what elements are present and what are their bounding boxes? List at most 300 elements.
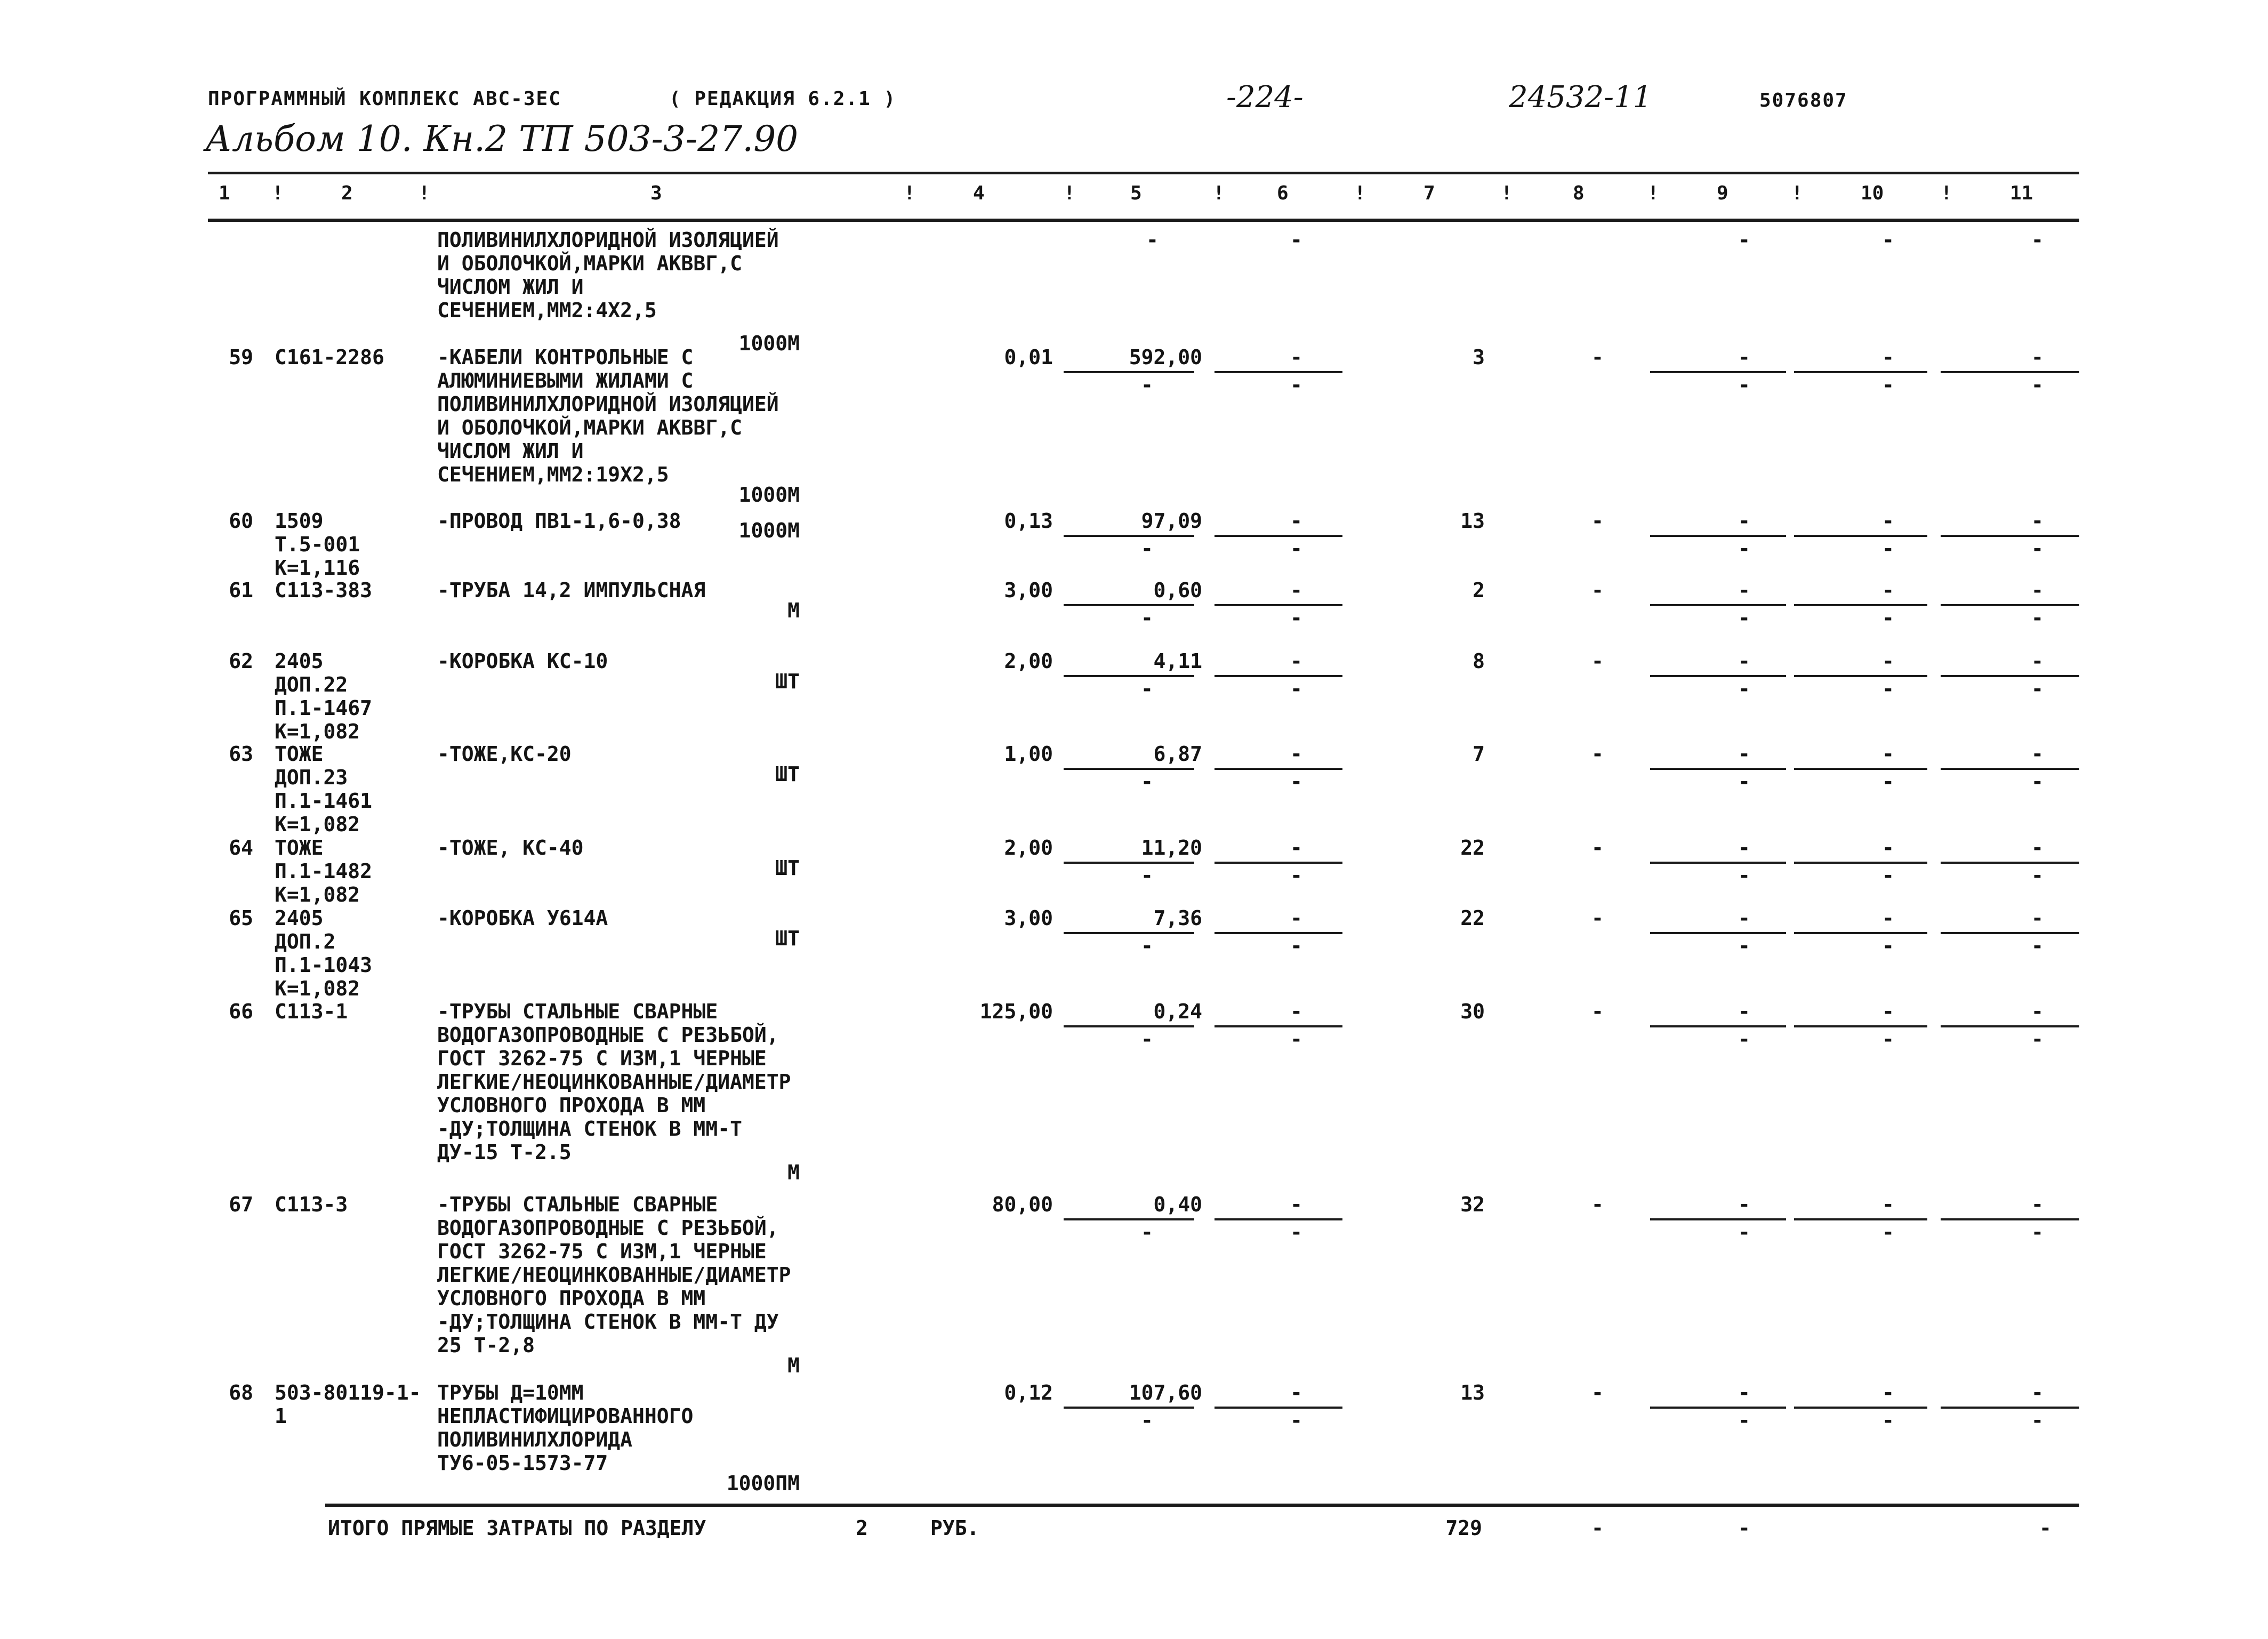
row-code-line: Т.5-001 [275,533,360,556]
row-dash-col9: - [1738,1193,1750,1216]
row-code-line: С113-1 [275,1000,348,1023]
row-dash2-col6: - [1290,373,1302,397]
footer-currency: РУБ. [930,1516,979,1540]
row-description-line: -ТРУБЫ СТАЛЬНЫЕ СВАРНЫЕ [437,1000,718,1023]
row-code-line: К=1,082 [275,977,360,1000]
row-dash-col8: - [1591,509,1604,533]
row-quantity: 2,00 [1004,836,1053,859]
row-dash2-col11: - [2031,606,2044,630]
serial-number: 5076807 [1759,90,1848,111]
row-description-line: ТРУБЫ Д=10ММ [437,1381,584,1404]
row-underline [1650,535,1786,537]
row-underline [1941,1407,2079,1409]
row-dash-col11: - [2031,836,2044,859]
row-underline [1941,1025,2079,1027]
row-price: 7,36 [1153,906,1202,930]
row-code-line: ДОП.22 [275,673,348,696]
row-underline [1794,1407,1927,1409]
row-dash2-col11: - [2031,934,2044,958]
row-quantity: 0,12 [1004,1381,1053,1404]
continuation-unit: 1000М [738,332,800,355]
row-underline [1650,932,1786,934]
continuation-dash-col9: - [1738,228,1750,252]
row-description-line: ПОЛИВИНИЛХЛОРИДНОЙ ИЗОЛЯЦИЕЙ [437,392,779,416]
row-description-line: -ТОЖЕ,КС-20 [437,742,572,766]
row-dash2-col10: - [1882,770,1894,793]
row-code-line: К=1,082 [275,720,360,743]
row-dash-col6: - [1290,1381,1302,1404]
continuation-desc-line: ЧИСЛОМ ЖИЛ И [437,275,584,299]
row-dash2-col10: - [1882,373,1894,397]
row-price: 592,00 [1129,346,1202,369]
row-dash2-col5: - [1141,864,1153,887]
row-underline [1215,604,1342,606]
column-header-10: 10 [1861,182,1884,204]
row-dash-col8: - [1591,836,1604,859]
row-underline [1794,932,1927,934]
row-number: 60 [229,509,253,533]
row-dash2-col10: - [1882,934,1894,958]
row-dash2-col5: - [1141,677,1153,701]
page-number: -224- [1226,80,1304,115]
row-dash-col8: - [1591,346,1604,369]
row-total: 8 [1473,649,1485,673]
row-quantity: 3,00 [1004,579,1053,602]
row-price: 0,60 [1153,579,1202,602]
column-header-6: 6 [1277,182,1289,204]
row-underline [1941,675,2079,677]
row-dash-col11: - [2031,579,2044,602]
program-edition: ( РЕДАКЦИЯ 6.2.1 ) [669,88,897,110]
continuation-desc-line: ПОЛИВИНИЛХЛОРИДНОЙ ИЗОЛЯЦИЕЙ [437,228,779,252]
row-description-line: -КАБЕЛИ КОНТРОЛЬНЫЕ С [437,346,694,369]
row-code-line: П.1-1467 [275,696,373,720]
row-price: 107,60 [1129,1381,1202,1404]
footer-total: 729 [1445,1516,1482,1540]
row-code-line: С161-2286 [275,346,384,369]
row-underline [1064,371,1194,373]
row-underline [1794,371,1927,373]
row-dash2-col5: - [1141,1409,1153,1432]
row-dash-col10: - [1882,906,1894,930]
row-dash-col9: - [1738,836,1750,859]
column-separator: ! [272,182,284,204]
row-underline [1064,1218,1194,1220]
row-description-line: -ТРУБА 14,2 ИМПУЛЬСНАЯ [437,579,706,602]
row-total: 3 [1473,346,1485,369]
row-description-line: ЛЕГКИЕ/НЕОЦИНКОВАННЫЕ/ДИАМЕТР [437,1070,791,1094]
row-code-line: К=1,082 [275,883,360,906]
row-code-line: П.1-1043 [275,953,373,977]
row-dash-col11: - [2031,906,2044,930]
row-dash-col6: - [1290,509,1302,533]
row-underline [1215,675,1342,677]
row-underline [1650,1218,1786,1220]
row-dash-col8: - [1591,1193,1604,1216]
row-dash2-col6: - [1290,606,1302,630]
row-underline [1794,862,1927,864]
column-separator: ! [904,182,915,204]
row-underline [1941,932,2079,934]
row-number: 62 [229,649,253,673]
row-underline [1941,371,2079,373]
row-dash2-col6: - [1290,677,1302,701]
row-total: 7 [1473,742,1485,766]
row-underline [1650,604,1786,606]
row-dash-col10: - [1882,1381,1894,1404]
row-code-line: К=1,082 [275,813,360,836]
row-total: 2 [1473,579,1485,602]
row-code-line: 1509 [275,509,324,533]
row-price: 0,40 [1153,1193,1202,1216]
row-underline [1941,535,2079,537]
column-separator: ! [1647,182,1659,204]
row-number: 66 [229,1000,253,1023]
row-dash-col6: - [1290,1193,1302,1216]
row-total: 22 [1460,906,1485,930]
row-description-line: ГОСТ 3262-75 С ИЗМ,1 ЧЕРНЫЕ [437,1240,767,1263]
row-code-line: ДОП.23 [275,766,348,789]
continuation-dash-col5: - [1146,228,1159,252]
row-dash2-col11: - [2031,864,2044,887]
row-dash-col10: - [1882,579,1894,602]
row-number: 63 [229,742,253,766]
column-separator: ! [1354,182,1366,204]
row-dash2-col6: - [1290,864,1302,887]
row-code-line: С113-3 [275,1193,348,1216]
row-dash2-col11: - [2031,1409,2044,1432]
row-dash2-col10: - [1882,1220,1894,1244]
row-dash-col10: - [1882,509,1894,533]
row-dash2-col6: - [1290,1409,1302,1432]
row-total: 22 [1460,836,1485,859]
row-unit: М [787,1354,800,1377]
row-code-line: 503-80119-1- [275,1381,421,1404]
row-unit: ШТ [775,670,800,693]
row-number: 59 [229,346,253,369]
row-dash2-col11: - [2031,1027,2044,1051]
footer-label: ИТОГО ПРЯМЫЕ ЗАТРАТЫ ПО РАЗДЕЛУ [328,1516,706,1540]
row-dash-col11: - [2031,346,2044,369]
row-dash-col9: - [1738,906,1750,930]
row-dash-col11: - [2031,649,2044,673]
row-description-line: НЕПЛАСТИФИЦИРОВАННОГО [437,1404,694,1428]
row-underline [1215,862,1342,864]
row-dash-col6: - [1290,906,1302,930]
row-total: 30 [1460,1000,1485,1023]
column-header-4: 4 [973,182,985,204]
row-dash-col11: - [2031,509,2044,533]
row-underline [1794,1025,1927,1027]
row-number: 65 [229,906,253,930]
row-price: 0,24 [1153,1000,1202,1023]
row-dash2-col6: - [1290,770,1302,793]
row-underline [1064,932,1194,934]
row-dash-col8: - [1591,649,1604,673]
program-title: ПРОГРАММНЫЙ КОМПЛЕКС АВС-ЗЕС [208,88,561,110]
column-separator: ! [1064,182,1075,204]
footer-rule [325,1504,2079,1507]
row-dash-col11: - [2031,1381,2044,1404]
row-quantity: 0,13 [1004,509,1053,533]
row-dash2-col6: - [1290,1220,1302,1244]
row-description-line: -ТРУБЫ СТАЛЬНЫЕ СВАРНЫЕ [437,1193,718,1216]
row-underline [1215,535,1342,537]
row-price: 6,87 [1153,742,1202,766]
row-dash2-col11: - [2031,770,2044,793]
row-underline [1941,862,2079,864]
row-dash2-col10: - [1882,1409,1894,1432]
row-dash-col9: - [1738,1381,1750,1404]
row-description-line: СЕЧЕНИЕМ,ММ2:19Х2,5 [437,463,669,486]
row-underline [1064,675,1194,677]
row-unit: М [787,1161,800,1184]
row-code-line: 2405 [275,649,324,673]
row-unit: ШТ [775,927,800,950]
row-underline [1794,604,1927,606]
row-dash-col8: - [1591,742,1604,766]
row-description-line: УСЛОВНОГО ПРОХОДА В ММ [437,1094,706,1117]
row-dash2-col5: - [1141,606,1153,630]
column-header-9: 9 [1717,182,1728,204]
column-header-5: 5 [1130,182,1142,204]
row-dash-col6: - [1290,1000,1302,1023]
row-underline [1650,371,1786,373]
row-dash2-col5: - [1141,1220,1153,1244]
row-total: 13 [1460,1381,1485,1404]
continuation-dash-col6: - [1290,228,1302,252]
row-description-line: -КОРОБКА У614А [437,906,608,930]
footer-dash-col11: - [2039,1516,2052,1540]
row-description-line: 25 Т-2,8 [437,1333,535,1357]
row-dash2-col5: - [1141,373,1153,397]
row-dash-col8: - [1591,1000,1604,1023]
row-underline [1794,1218,1927,1220]
row-dash-col11: - [2031,1000,2044,1023]
row-description-line: АЛЮМИНИЕВЫМИ ЖИЛАМИ С [437,369,694,392]
row-code-line: ТОЖЕ [275,742,324,766]
row-dash2-col10: - [1882,864,1894,887]
row-dash2-col11: - [2031,677,2044,701]
row-underline [1064,768,1194,770]
row-number: 61 [229,579,253,602]
row-underline [1215,1218,1342,1220]
row-description-line: -ПРОВОД ПВ1-1,6-0,38 [437,509,681,533]
row-dash-col6: - [1290,742,1302,766]
row-underline [1650,1407,1786,1409]
row-dash-col9: - [1738,742,1750,766]
continuation-desc-line: СЕЧЕНИЕМ,ММ2:4Х2,5 [437,299,657,322]
row-price: 11,20 [1141,836,1202,859]
row-underline [1215,932,1342,934]
row-description-line: ЛЕГКИЕ/НЕОЦИНКОВАННЫЕ/ДИАМЕТР [437,1263,791,1287]
column-separator: ! [1213,182,1225,204]
row-dash-col10: - [1882,1000,1894,1023]
header-bottom-rule [208,219,2079,222]
row-quantity: 3,00 [1004,906,1053,930]
row-dash2-col6: - [1290,537,1302,560]
row-description-line: ПОЛИВИНИЛХЛОРИДА [437,1428,633,1451]
row-underline [1794,768,1927,770]
row-dash2-col9: - [1738,1027,1750,1051]
row-dash-col6: - [1290,836,1302,859]
row-dash-col10: - [1882,836,1894,859]
column-header-8: 8 [1573,182,1585,204]
row-dash2-col5: - [1141,770,1153,793]
row-dash2-col9: - [1738,373,1750,397]
column-header-2: 2 [341,182,353,204]
row-underline [1215,768,1342,770]
row-dash-col8: - [1591,579,1604,602]
row-underline [1794,535,1927,537]
row-unit: ШТ [775,762,800,786]
row-description-line: ВОДОГАЗОПРОВОДНЫЕ С РЕЗЬБОЙ, [437,1023,779,1047]
row-dash-col9: - [1738,509,1750,533]
row-dash-col8: - [1591,906,1604,930]
row-underline [1650,675,1786,677]
row-description-line: -ДУ;ТОЛЩИНА СТЕНОК В ММ-Т [437,1117,742,1140]
row-underline [1064,1025,1194,1027]
row-dash-col9: - [1738,649,1750,673]
row-underline [1064,604,1194,606]
row-description-line: УСЛОВНОГО ПРОХОДА В ММ [437,1287,706,1310]
header-top-rule [208,172,2079,174]
row-number: 64 [229,836,253,859]
row-dash2-col5: - [1141,1027,1153,1051]
row-dash-col11: - [2031,1193,2044,1216]
row-dash2-col6: - [1290,934,1302,958]
row-unit: ШТ [775,856,800,880]
column-separator: ! [1791,182,1803,204]
row-description-line: ГОСТ 3262-75 С ИЗМ,1 ЧЕРНЫЕ [437,1047,767,1070]
row-quantity: 80,00 [992,1193,1053,1216]
row-underline [1941,1218,2079,1220]
continuation-dash-col11: - [2031,228,2044,252]
album-note: Альбом 10. Кн.2 ТП 503-3-27.90 [205,118,799,159]
row-quantity: 125,00 [979,1000,1053,1023]
row-quantity: 2,00 [1004,649,1053,673]
column-separator: ! [1941,182,1952,204]
row-description-line: -ТОЖЕ, КС-40 [437,836,584,859]
row-quantity: 0,01 [1004,346,1053,369]
row-dash-col10: - [1882,346,1894,369]
row-dash2-col9: - [1738,677,1750,701]
column-separator: ! [1501,182,1513,204]
footer-section: 2 [856,1516,868,1540]
row-code-line: 1 [275,1404,287,1428]
row-underline [1650,1025,1786,1027]
row-dash-col10: - [1882,1193,1894,1216]
row-quantity: 1,00 [1004,742,1053,766]
row-dash2-col9: - [1738,1409,1750,1432]
document-code: 24532-11 [1509,80,1652,115]
column-header-3: 3 [650,182,662,204]
row-code-line: С113-383 [275,579,373,602]
row-dash2-col6: - [1290,1027,1302,1051]
row-price: 97,09 [1141,509,1202,533]
row-price: 4,11 [1153,649,1202,673]
row-underline [1215,1407,1342,1409]
row-dash2-col5: - [1141,537,1153,560]
row-dash-col6: - [1290,579,1302,602]
row-unit: М [787,599,800,622]
row-dash-col9: - [1738,1000,1750,1023]
row-underline [1650,768,1786,770]
footer-dash-col9: - [1738,1516,1750,1540]
row-dash2-col9: - [1738,1220,1750,1244]
continuation-dash-col10: - [1882,228,1894,252]
column-header-11: 11 [2010,182,2033,204]
row-dash-col6: - [1290,346,1302,369]
row-dash2-col9: - [1738,934,1750,958]
row-underline [1064,1407,1194,1409]
row-underline [1941,768,2079,770]
row-dash2-col9: - [1738,864,1750,887]
row-code-line: ТОЖЕ [275,836,324,859]
row-code-line: 2405 [275,906,324,930]
row-description-line: ЧИСЛОМ ЖИЛ И [437,439,584,463]
row-dash-col9: - [1738,346,1750,369]
row-total: 13 [1460,509,1485,533]
row-underline [1650,862,1786,864]
row-underline [1794,675,1927,677]
row-description-line: ВОДОГАЗОПРОВОДНЫЕ С РЕЗЬБОЙ, [437,1216,779,1240]
column-header-1: 1 [219,182,230,204]
row-code-line: П.1-1461 [275,789,373,813]
row-number: 67 [229,1193,253,1216]
row-description-line: -КОРОБКА КС-10 [437,649,608,673]
row-dash-col8: - [1591,1381,1604,1404]
row-description-line: ТУ6-05-1573-77 [437,1451,608,1475]
row-dash-col9: - [1738,579,1750,602]
row-dash2-col10: - [1882,1027,1894,1051]
row-underline [1215,371,1342,373]
row-underline [1064,535,1194,537]
row-dash2-col9: - [1738,606,1750,630]
row-dash2-col11: - [2031,537,2044,560]
row-description-line: ДУ-15 Т-2.5 [437,1140,572,1164]
column-separator: ! [419,182,430,204]
row-dash2-col11: - [2031,1220,2044,1244]
column-header-7: 7 [1423,182,1435,204]
row-unit: 1000М [738,483,800,507]
row-dash2-col5: - [1141,934,1153,958]
row-dash2-col10: - [1882,606,1894,630]
row-dash2-col10: - [1882,677,1894,701]
row-code-line: К=1,116 [275,556,360,580]
row-underline [1215,1025,1342,1027]
continuation-desc-line: И ОБОЛОЧКОЙ,МАРКИ АКВВГ,С [437,252,742,275]
row-unit: 1000М [738,519,800,542]
row-dash2-col9: - [1738,537,1750,560]
row-dash2-col10: - [1882,537,1894,560]
row-dash2-col11: - [2031,373,2044,397]
row-underline [1941,604,2079,606]
row-dash-col10: - [1882,649,1894,673]
row-underline [1064,862,1194,864]
row-unit: 1000ПМ [726,1472,800,1495]
row-total: 32 [1460,1193,1485,1216]
row-dash-col11: - [2031,742,2044,766]
row-description-line: И ОБОЛОЧКОЙ,МАРКИ АКВВГ,С [437,416,742,439]
row-dash-col6: - [1290,649,1302,673]
row-dash2-col9: - [1738,770,1750,793]
row-dash-col10: - [1882,742,1894,766]
footer-dash-col8: - [1591,1516,1604,1540]
row-code-line: П.1-1482 [275,859,373,883]
row-code-line: ДОП.2 [275,930,336,953]
row-description-line: -ДУ;ТОЛЩИНА СТЕНОК В ММ-Т ДУ [437,1310,779,1333]
